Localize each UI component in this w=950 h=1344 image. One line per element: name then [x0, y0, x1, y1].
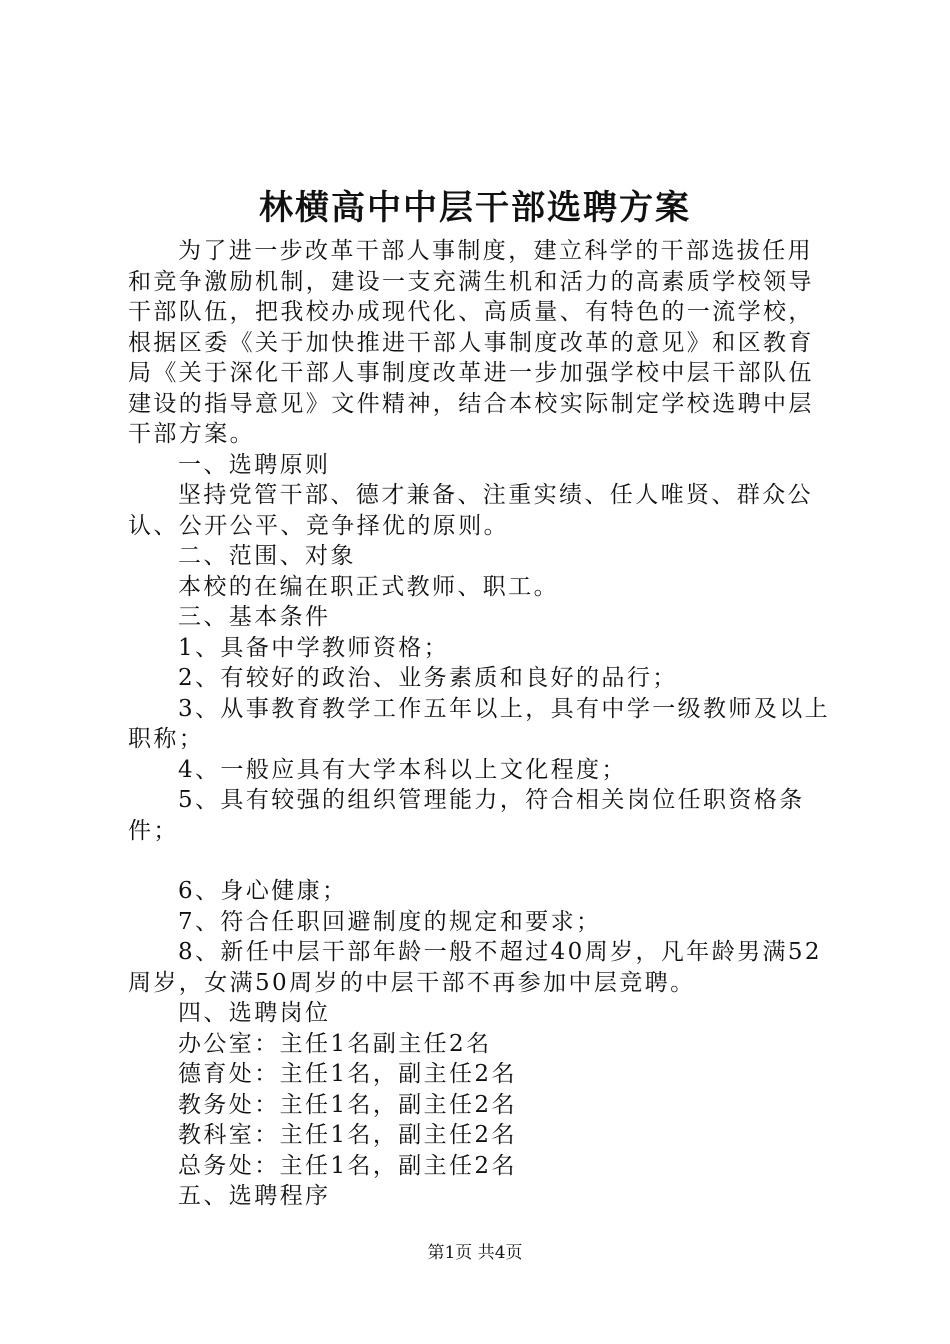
page-footer: 第1页 共4页	[427, 1243, 523, 1263]
condition-item: 2、有较好的政治、业务素质和良好的品行；	[178, 665, 678, 691]
section-heading-conditions: 三、基本条件	[178, 604, 331, 630]
condition-item: 4、一般应具有大学本科以上文化程度；	[178, 756, 627, 783]
document-title: 林横高中中层干部选聘方案	[259, 188, 691, 228]
scope-paragraph: 本校的在编在职正式教师、职工。	[178, 573, 559, 600]
condition-item: 1、具备中学教师资格；	[178, 634, 450, 661]
position-item: 总务处：主任1名，副主任2名	[178, 1152, 517, 1179]
position-item: 办公室：主任1名副主任2名	[178, 1030, 492, 1057]
condition-item: 6、身心健康；	[178, 878, 348, 904]
condition-item: 3、从事教育教学工作五年以上，具有中学一级教师及以上职称；	[128, 695, 831, 752]
position-item: 教科室：主任1名，副主任2名	[178, 1122, 517, 1148]
section-heading-scope: 二、范围、对象	[178, 543, 356, 569]
condition-item: 5、具有较强的组织管理能力，符合相关岗位任职资格条件；	[128, 787, 805, 844]
blank-line	[128, 846, 833, 876]
document-body	[128, 236, 833, 1212]
intro-paragraph: 为了进一步改革干部人事制度，建立科学的干部选拔任用和竞争激励机制，建设一支充满生机和活力的高素质学校领导干部队伍，把我校办成现代化、高质量、有特色的一流学校，根据区委《关于加快推进干部人事制度改革的意见》和区教育局《关于深化干部人事制度改革进一步加强学校中层干部队伍建设的指导意见》文件精神，结合本校实际制定学校选聘中层干部方案。	[128, 238, 814, 447]
section-heading-procedure: 五、选聘程序	[178, 1183, 331, 1209]
principles-paragraph: 坚持党管干部、德才兼备、注重实绩、任人唯贤、群众公认、公开公平、竞争择优的原则。	[128, 482, 813, 539]
condition-item: 7、符合任职回避制度的规定和要求；	[178, 908, 602, 935]
section-heading-positions: 四、选聘岗位	[178, 1000, 331, 1026]
position-item: 德育处：主任1名，副主任2名	[178, 1061, 517, 1087]
condition-item: 8、新任中层干部年龄一般不超过40周岁，凡年龄男满52周岁，女满50周岁的中层干部不再参加中层竞聘。	[128, 939, 822, 996]
position-item: 教务处：主任1名，副主任2名	[178, 1091, 517, 1118]
section-heading-principles: 一、选聘原则	[178, 451, 331, 478]
